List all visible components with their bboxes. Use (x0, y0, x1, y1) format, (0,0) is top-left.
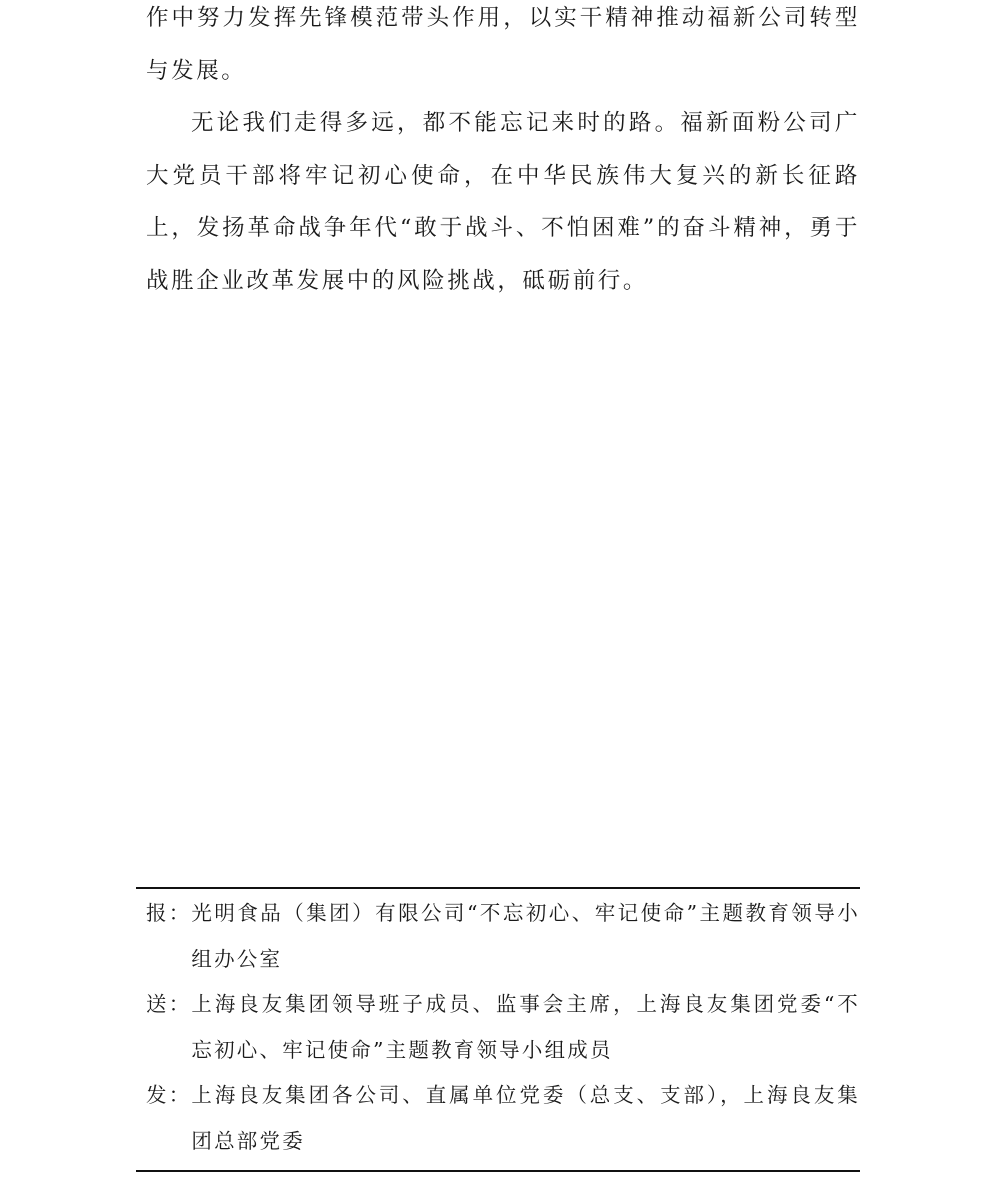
issue-to-row (136, 1073, 860, 1164)
report-to-label: 报： (146, 901, 192, 925)
send-to-label: 送： (146, 992, 192, 1016)
report-to-row (136, 891, 860, 982)
issue-to-recipients: 上海良友集团各公司、直属单位党委（总支、支部），上海良友集团总部党委 (191, 1083, 860, 1153)
issue-to-label: 发： (146, 1083, 192, 1107)
report-to-recipients: 光明食品（集团）有限公司“不忘初心、牢记使命”主题教育领导小组办公室 (191, 901, 860, 971)
article-body (146, 0, 860, 307)
distribution-block (136, 887, 860, 1172)
article-paragraph-continued: 作中努力发挥先锋模范带头作用，以实干精神推动福新公司转型与发展。 (146, 5, 860, 84)
send-to-row (136, 982, 860, 1073)
send-to-recipients: 上海良友集团领导班子成员、监事会主席，上海良友集团党委“不忘初心、牢记使命”主题教育领导小组成员 (191, 992, 860, 1062)
article-paragraph: 无论我们走得多远，都不能忘记来时的路。福新面粉公司广大党员干部将牢记初心使命，在中华民族伟大复兴的新长征路上，发扬革命战争年代“敢于战斗、不怕困难”的奋斗精神，勇于战胜企业改革发展中的风险挑战，砥砺前行。 (146, 110, 860, 294)
